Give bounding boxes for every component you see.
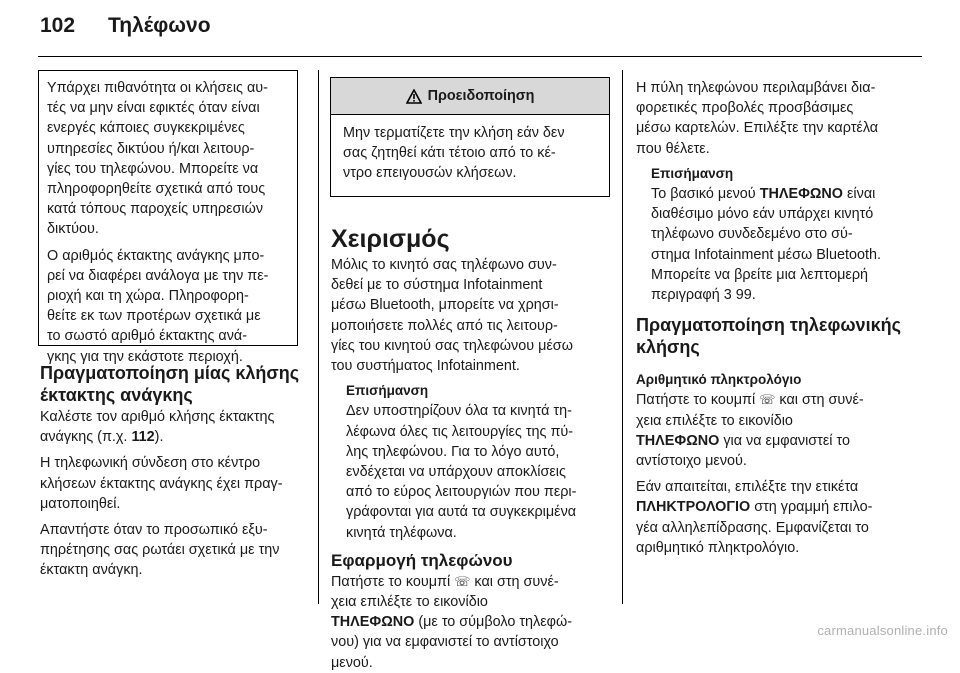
paragraph-line (636, 497, 901, 517)
paragraph-line: Καλέστε τον αριθμό κλήσης έκτακτης (40, 409, 275, 425)
text-run: είναι (843, 186, 876, 203)
paragraph-line: γίες του κινητού σας τηλεφώνου μέσω (331, 337, 573, 354)
paragraph-line: Η πύλη τηλεφώνου περιλαμβάνει δια- (636, 80, 876, 96)
paragraph-line: Ο αριθμός έκτακτης ανάγκης μπο- (47, 247, 265, 264)
paragraph-connection (40, 453, 299, 514)
paragraph-line: από το εύρος λειτουργιών που περι- (346, 484, 577, 501)
paragraph-line: υπηρεσίες δικτύου ή/και λειτουρ- (47, 140, 255, 157)
warning-text (343, 123, 565, 184)
page-ref: 99. (731, 287, 756, 304)
paragraph-line: ντρο επειγουσών κλήσεων. (343, 165, 517, 182)
paragraph-line: διαθέσιμο μόνο εάν υπάρχει κινητό (651, 206, 874, 223)
paragraph-line: πηρέτησης σας ρωτάει σχετικά με την (40, 542, 280, 559)
paragraph-line: αριθμητικό πληκτρολόγιο. (636, 539, 800, 556)
text-run: στη γραμμή επιλο- (750, 499, 873, 516)
paragraph-line: μέσω Bluetooth, μπορείτε να χρησι- (331, 297, 559, 314)
paragraph-line: ριοχή και τη χώρα. Πληροφορη- (47, 288, 249, 305)
paragraph-line: δεθεί με το σύστημα Infotainment (331, 277, 543, 294)
warning-header (331, 78, 609, 115)
text-run: ). (154, 429, 164, 446)
paragraph-line: ματοποιηθεί. (40, 495, 121, 512)
note-text (346, 401, 576, 542)
text-run: περιγραφή (651, 287, 724, 304)
paragraph-line: λέφωνα όλες τις λειτουργίες της πύ- (346, 423, 574, 440)
paragraph-line (651, 184, 901, 204)
paragraph-operation (331, 255, 576, 376)
paragraph-line: ενεργές κάποιες συγκεκριμένες (47, 120, 245, 137)
note-text (651, 204, 901, 285)
paragraph-line: Εάν απαιτείται, επιλέξτε την ετικέτα (636, 479, 859, 496)
paragraph-line: κλήσεων έκτακτης ανάγκης έχει πραγ- (40, 475, 283, 492)
paragraph-line: θείτε εκ των προτέρων σχετικά με (47, 308, 261, 325)
paragraph-line: μενού. (331, 654, 373, 671)
warning-title: Προειδοποίηση (427, 88, 535, 104)
emergency-note-text (47, 78, 268, 367)
text-run: και στη συνέ- (775, 392, 864, 409)
paragraph-line: Μόλις το κινητό σας τηλέφωνο συν- (331, 257, 557, 273)
note-title: Επισήμανση (346, 383, 429, 399)
watermark: carmanualsonline.info (817, 623, 948, 638)
text-run: ανάγκης (π.χ. (40, 429, 132, 446)
paragraph-line: λης τηλεφώνου. Για το λόγο αυτό, (346, 443, 560, 460)
paragraph-line: έκτακτη ανάγκη. (40, 562, 143, 579)
note-block (331, 381, 576, 543)
paragraph-line: δικτύου. (47, 221, 99, 238)
text-run: για να εμφανιστεί το (719, 432, 850, 449)
text-run: Το βασικό μενού (651, 186, 760, 203)
keyword-keypad: ΠΛΗΚΤΡΟΛΟΓΙΟ (636, 499, 751, 516)
paragraph-line: του συστήματος Infotainment. (331, 358, 520, 375)
paragraph-line: Απαντήστε όταν το προσωπικό εξυ- (40, 522, 268, 539)
paragraph-line: γέα αλληλεπίδρασης. Εμφανίζεται το (636, 519, 869, 536)
operation-section (331, 224, 576, 673)
paragraph-line (636, 431, 901, 451)
paragraph-line: γκης για την εκάστοτε περιοχή. (47, 348, 243, 365)
paragraph-line: που θέλετε. (636, 140, 710, 157)
subsection-title-keypad: Αριθμητικό πληκτρολόγιο (636, 372, 802, 388)
page-ref: 112 (131, 429, 155, 446)
page-number: 102 (40, 14, 76, 37)
paragraph-line: μοποιήσετε πολλές από τις λειτουρ- (331, 317, 558, 334)
paragraph-line: κατά τόπους παροχείς υπηρεσιών (47, 201, 264, 218)
header-divider (38, 56, 922, 57)
phone-button-icon: ☏ (454, 573, 471, 589)
column-divider-2 (622, 70, 623, 604)
phone-button-icon: ☏ (759, 392, 776, 408)
keyword-phone: ΤΗΛΕΦΩΝΟ (759, 186, 844, 203)
paragraph-line: τηλέφωνο συνδεδεμένο στο σύ- (651, 226, 853, 243)
text-run: (με το σύμβολο τηλεφώ- (414, 614, 572, 631)
warning-triangle-icon (406, 89, 422, 104)
paragraph-line (636, 390, 901, 410)
column-divider-1 (318, 70, 319, 604)
note-title: Επισήμανση (651, 165, 734, 181)
paragraph-line: Μην τερματίζετε την κλήση εάν δεν (343, 125, 565, 141)
paragraph-line: γράφονται για αυτά τα συγκεκριμένα (346, 504, 577, 521)
note-block-2 (636, 164, 901, 305)
paragraph-line: Η τηλεφωνική σύνδεση στο κέντρο (40, 455, 261, 472)
column-3 (636, 78, 901, 558)
paragraph-line: χεια επιλέξτε το εικονίδιο (636, 412, 793, 429)
section-title-call-2: κλήσης (636, 337, 700, 358)
paragraph-line: Υπάρχει πιθανότητα οι κλήσεις αυ- (47, 80, 268, 96)
paragraph-line: Δεν υποστηρίζουν όλα τα κινητά τη- (346, 403, 572, 420)
section-title-operation: Χειρισμός (331, 225, 450, 253)
text-run: Πατήστε το κουμπί (331, 573, 455, 590)
paragraph-line: Μπορείτε να βρείτε μια λεπτομερή (651, 266, 869, 283)
paragraph-line: μέσω καρτελών. Επιλέξτε την καρτέλα (636, 120, 879, 137)
emergency-call-section (40, 362, 299, 581)
paragraph-line: τές να μην είναι εφικτές όταν είναι (47, 100, 260, 117)
paragraph-line: χεια επιλέξτε το εικονίδιο (331, 594, 488, 611)
subsection-title-phone-app: Εφαρμογή τηλεφώνου (331, 550, 513, 570)
paragraph-line: κινητά τηλέφωνα. (346, 524, 457, 541)
paragraph-line (331, 572, 576, 592)
section-title-emergency-1: Πραγματοποίηση μίας κλήσης (40, 363, 300, 383)
section-title-emergency-2: έκτακτης ανάγκης (40, 385, 193, 405)
paragraph-line (40, 427, 299, 447)
keyword-phone: ΤΗΛΕΦΩΝΟ (636, 432, 720, 449)
section-title-call-1: Πραγματοποίηση τηλεφωνικής (636, 315, 901, 336)
paragraph-line: πληροφορηθείτε σχετικά από τους (47, 181, 266, 198)
paragraph-answer (40, 520, 299, 581)
paragraph-line: το σωστό αριθμό έκτακτης ανά- (47, 328, 248, 345)
emergency-note-box (38, 70, 298, 365)
paragraph-line: σας ζητηθεί κάτι τέτοιο από το κέ- (343, 145, 556, 162)
paragraph-line: γίες του τηλεφώνου. Μπορείτε να (47, 160, 259, 177)
paragraph-line: φορετικές προβολές προσβάσιμες (636, 100, 854, 117)
keyword-phone: ΤΗΛΕΦΩΝΟ (331, 614, 415, 631)
paragraph-line: νου) για να εμφανιστεί το αντίστοιχο (331, 634, 559, 651)
warning-box (330, 77, 610, 197)
page-ref-arrow-icon: 3 (723, 287, 732, 304)
paragraph-phone-portal (636, 78, 901, 159)
paragraph-line (651, 285, 901, 305)
paragraph-line: ενδέχεται να υπάρχουν αποκλίσεις (346, 464, 566, 481)
text-run: Πατήστε το κουμπί (636, 392, 760, 409)
page-title: Τηλέφωνο (108, 14, 211, 37)
paragraph-line (331, 612, 576, 632)
text-run: και στη συνέ- (470, 573, 559, 590)
paragraph-line: στημα Infotainment μέσω Bluetooth. (651, 246, 882, 263)
paragraph-line: ρεί να διαφέρει ανάλογα με την πε- (47, 267, 269, 284)
paragraph-line: αντίστοιχο μενού. (636, 453, 747, 470)
